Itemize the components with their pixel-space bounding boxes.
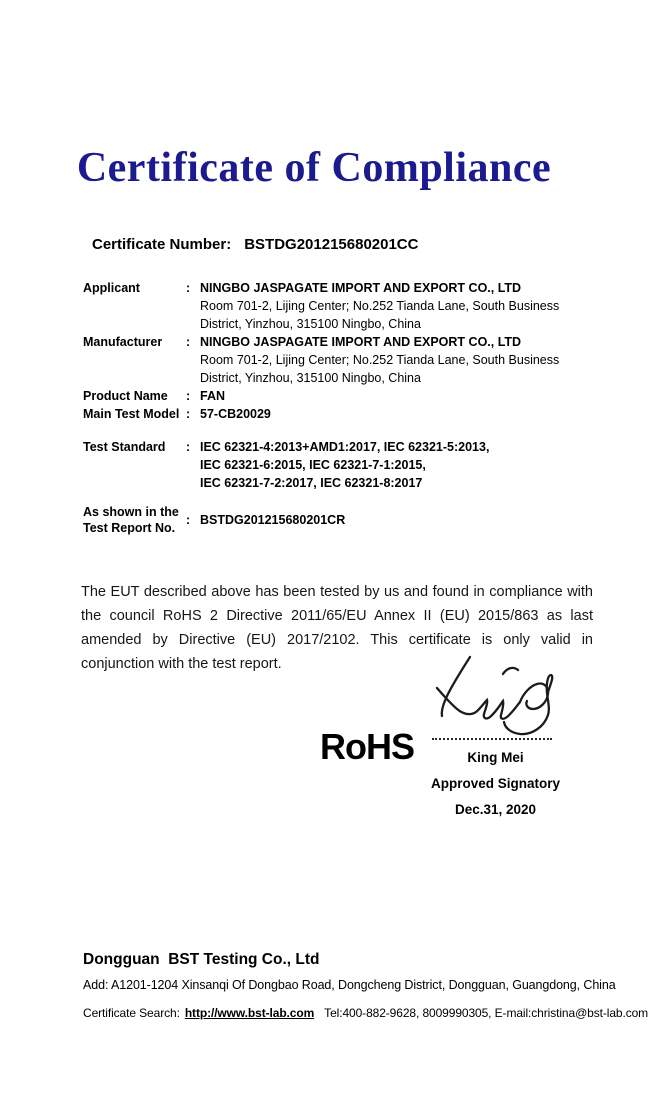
applicant-value (200, 279, 593, 333)
test-standard-value (200, 438, 593, 492)
rohs-mark: RoHS (320, 726, 414, 767)
signatory-name: King Mei (467, 750, 524, 765)
lab-company-name: Dongguan BST Testing Co., Ltd (83, 951, 320, 968)
compliance-statement: The EUT described above has been tested by us and found in compliance with the council RoHS 2 Directive 2011/65/EU Annex II (EU) 2015/863 as last amended by Directive (EU) 2017/2102. This certificate is only valid in conjunction with the test report. (81, 583, 593, 672)
test-report-label-line2: Test Report No. (83, 521, 176, 535)
signature-block (418, 652, 573, 827)
test-standard-line1: IEC 62321-4:2013+AMD1:2017, IEC 62321-5:2013, (200, 440, 490, 454)
test-report-row (83, 504, 593, 536)
certificate-number-label: Certificate Number: (92, 236, 232, 253)
main-test-model-value: 57-CB20029 (200, 407, 271, 421)
page-title: Certificate of Compliance (76, 145, 552, 191)
colon-separator: : (186, 335, 191, 349)
test-standard-line3: IEC 62321-7-2:2017, IEC 62321-8:2017 (200, 476, 423, 490)
colon-separator: : (186, 389, 191, 403)
lab-contact-info: Tel:400-882-9628, 8009990305, E-mail:christina@bst-lab.com (324, 1006, 649, 1020)
colon-separator: : (186, 281, 191, 295)
product-name-row (83, 387, 593, 405)
certificate-search-line (83, 1006, 658, 1020)
manufacturer-address-line1: Room 701-2, Lijing Center; No.252 Tianda Lane, South Business (200, 353, 560, 367)
colon-separator: : (186, 407, 191, 421)
applicant-label: Applicant (83, 281, 140, 295)
main-test-model-label: Main Test Model (83, 407, 180, 421)
product-name-label: Product Name (83, 389, 168, 403)
manufacturer-row (83, 333, 593, 387)
certificate-number-value: BSTDG201215680201CC (244, 236, 419, 253)
colon-separator: : (186, 513, 191, 527)
applicant-name: NINGBO JASPAGATE IMPORT AND EXPORT CO., LTD (200, 281, 522, 295)
colon-separator: : (186, 440, 191, 454)
certificate-search-link[interactable]: http://www.bst-lab.com (184, 1006, 315, 1020)
manufacturer-value (200, 333, 593, 387)
test-report-value: BSTDG201215680201CR (200, 513, 346, 527)
test-report-label (83, 504, 186, 536)
applicant-address-line2: District, Yinzhou, 315100 Ningbo, China (200, 317, 421, 331)
certificate-info-table (83, 279, 593, 536)
test-report-label-line1: As shown in the (83, 505, 179, 519)
main-test-model-row (83, 405, 593, 423)
applicant-row (83, 279, 593, 333)
test-standard-line2: IEC 62321-6:2015, IEC 62321-7-1:2015, (200, 458, 426, 472)
applicant-address-line1: Room 701-2, Lijing Center; No.252 Tianda Lane, South Business (200, 299, 560, 313)
footer (83, 951, 658, 1020)
manufacturer-name: NINGBO JASPAGATE IMPORT AND EXPORT CO., LTD (200, 335, 522, 349)
lab-address: Add: A1201-1204 Xinsanqi Of Dongbao Road, Dongcheng District, Dongguan, Guangdong, China (83, 978, 616, 992)
test-standard-label: Test Standard (83, 440, 166, 454)
product-name-value: FAN (200, 389, 225, 403)
manufacturer-label: Manufacturer (83, 335, 163, 349)
signature-date: Dec.31, 2020 (454, 802, 537, 817)
test-standard-row (83, 438, 593, 492)
signature-dotted-line (432, 738, 552, 740)
signatory-title: Approved Signatory (430, 776, 560, 791)
certificate-search-label: Certificate Search: (83, 1006, 180, 1020)
certificate-number (92, 236, 418, 253)
manufacturer-address-line2: District, Yinzhou, 315100 Ningbo, China (200, 371, 421, 385)
signature-handwriting-icon (430, 652, 562, 742)
